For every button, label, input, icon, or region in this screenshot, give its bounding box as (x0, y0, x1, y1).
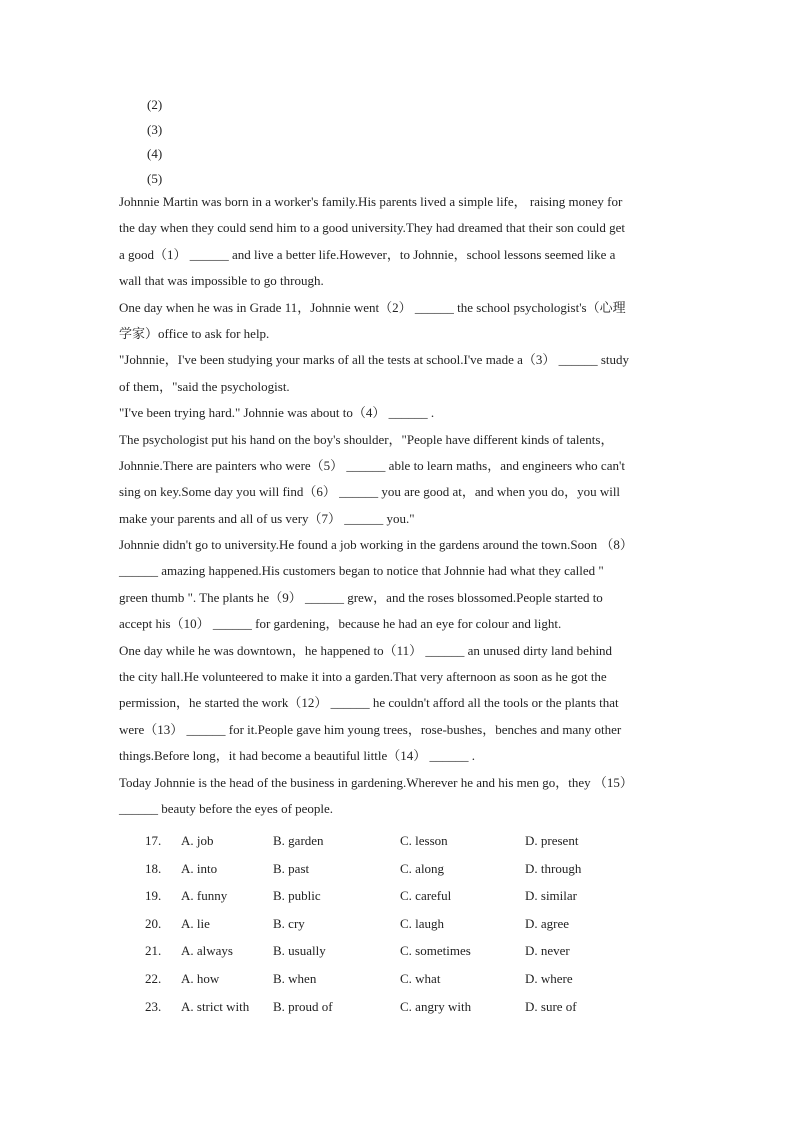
passage-line: Johnnie.There are painters who were（5） ______ able to learn maths，and engineers who can't (119, 457, 625, 473)
option-b: B. cry (273, 915, 305, 931)
passage-line: things.Before long，it had become a beautiful little（14） ______ . (119, 748, 475, 764)
blank-number: (2) (147, 97, 163, 112)
option-b: B. past (273, 860, 310, 876)
question-row (0, 970, 794, 998)
question-row (0, 942, 794, 970)
passage-line: sing on key.Some day you will find（6） ______ you are good at，and when you do，you will (119, 484, 621, 500)
passage-line: the day when they could send him to a good university.They had dreamed that their son could get (119, 220, 626, 236)
question-number: 17. (145, 833, 162, 848)
question-number: 19. (145, 888, 162, 904)
passage-line: ______ beauty before the eyes of people. (119, 800, 334, 816)
option-b: B. public (273, 888, 321, 904)
blank-number-list (147, 96, 162, 194)
option-a: A. job (181, 833, 214, 848)
question-number: 20. (145, 915, 162, 931)
option-c: C. sometimes (400, 943, 471, 959)
option-c: C. along (400, 860, 445, 876)
option-a: A. always (181, 943, 233, 959)
passage-line: the city hall.He volunteered to make it into a garden.That very afternoon as soon as he got the (119, 669, 607, 685)
question-number: 22. (145, 970, 162, 986)
option-c: C. lesson (400, 833, 448, 848)
passage-line: make your parents and all of us very（7） ______ you." (119, 510, 415, 526)
option-b: B. when (273, 970, 317, 986)
option-d: D. where (525, 970, 573, 986)
passage-line: Today Johnnie is the head of the business in gardening.Wherever he and his men go，they （15） (119, 774, 633, 790)
question-row (0, 915, 794, 943)
passage-line: green thumb ". The plants he（9） ______ grew，and the roses blossomed.People started to (119, 589, 603, 605)
passage-line: Johnnie didn't go to university.He found a job working in the gardens around the town.Soon （8） (119, 537, 633, 553)
option-d: D. agree (525, 915, 570, 931)
option-c: C. angry with (400, 998, 472, 1014)
option-b: B. garden (273, 833, 324, 848)
answer-options (0, 832, 794, 1025)
option-a: A. into (181, 860, 218, 876)
blank-number: (3) (147, 121, 163, 137)
option-a: A. strict with (181, 998, 250, 1014)
passage-line: "Johnnie，I've been studying your marks of all the tests at school.I've made a（3） ______ study (119, 352, 630, 368)
passage-line: ______ amazing happened.His customers began to notice that Johnnie had what they called " (119, 563, 604, 579)
passage-line: accept his（10） ______ for gardening，because he had an eye for colour and light. (119, 616, 562, 632)
passage-line: 学家）office to ask for help. (119, 325, 270, 341)
option-d: D. similar (525, 888, 577, 904)
question-number: 21. (145, 943, 162, 959)
question-row (0, 887, 794, 915)
question-row (0, 832, 794, 860)
option-a: A. how (181, 970, 220, 986)
option-d: D. sure of (525, 998, 577, 1014)
passage-line: The psychologist put his hand on the boy's shoulder，"People have different kinds of talents， (119, 431, 614, 447)
passage-line: permission，he started the work（12） ______ he couldn't afford all the tools or the plants that (119, 695, 619, 711)
option-a: A. funny (181, 888, 228, 904)
option-c: C. careful (400, 888, 452, 904)
option-c: C. what (400, 970, 441, 986)
question-number: 18. (145, 860, 162, 876)
blank-number: (4) (147, 146, 163, 161)
passage-line: One day when he was in Grade 11，Johnnie went（2） ______ the school psychologist's（心理 (119, 299, 626, 315)
option-b: B. proud of (273, 998, 333, 1014)
passage-line: wall that was impossible to go through. (119, 273, 324, 289)
passage-line: Johnnie Martin was born in a worker's family.His parents lived a simple life， raising money for (119, 194, 623, 209)
passage-line: a good（1） ______ and live a better life.However，to Johnnie，school lessons seemed like a (119, 246, 616, 262)
passage-line: were（13） ______ for it.People gave him young trees，rose-bushes，benches and many other (119, 721, 622, 737)
question-row (0, 998, 794, 1026)
passage-line: "I've been trying hard." Johnnie was about to（4） ______ . (119, 405, 435, 421)
passage-line: of them，"said the psychologist. (119, 378, 290, 394)
option-d: D. never (525, 943, 570, 959)
question-row (0, 860, 794, 888)
question-number: 23. (145, 998, 162, 1014)
cloze-passage (119, 193, 689, 826)
option-d: D. through (525, 860, 582, 876)
option-d: D. present (525, 833, 579, 848)
option-c: C. laugh (400, 915, 445, 931)
option-a: A. lie (181, 915, 210, 931)
blank-number: (5) (147, 170, 163, 186)
option-b: B. usually (273, 943, 326, 959)
passage-line: One day while he was downtown，he happened to（11） ______ an unused dirty land behind (119, 642, 613, 658)
